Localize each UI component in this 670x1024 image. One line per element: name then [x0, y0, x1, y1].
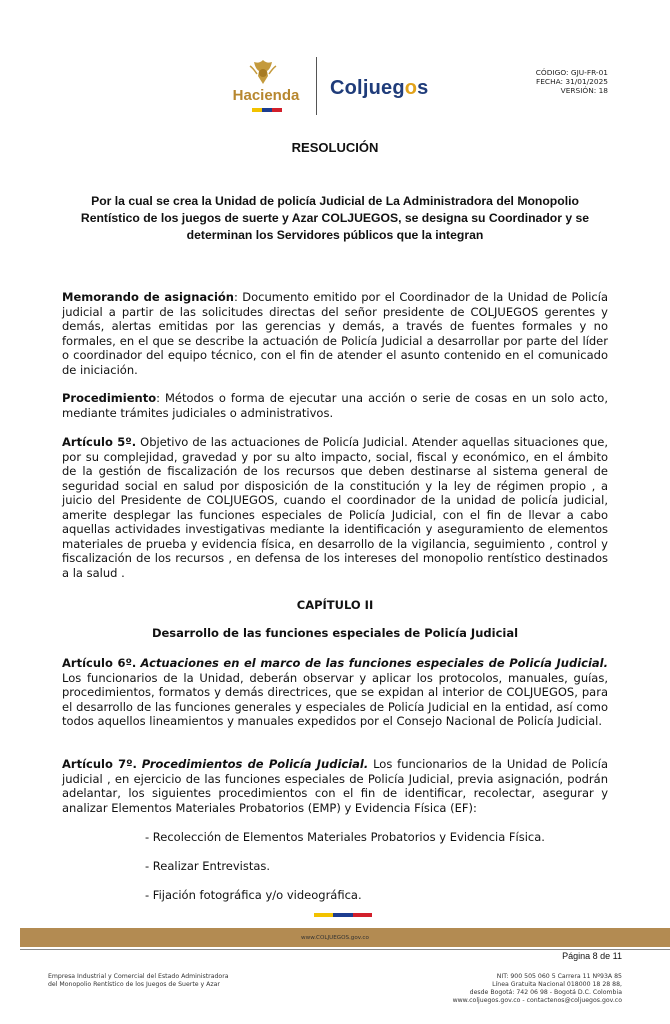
article-5-label: Artículo 5º. [62, 435, 137, 449]
document-control-info [480, 68, 608, 95]
footer-contact-info: NIT: 900 505 060 5 Carrera 11 Nº93A 85 Línea Gratuita Nacional 018000 18 28 88, desde Bogotá: 742 06 98 - Bogotá D.C. Colombia www.coljuegos.gov.co - contactenos@coljuegos.gov.co [400, 973, 622, 1005]
chapter-heading: CAPÍTULO II [296, 598, 374, 612]
footer-flag-strip [314, 913, 372, 917]
article-6-title: Actuaciones en el marco de las funciones especiales de Policía Judicial. [140, 656, 608, 670]
definition-procedimiento: Procedimiento: Métodos o forma de ejecutar una acción o serie de cosas en un solo acto, mediante trámites judiciales o administrativos. [62, 391, 608, 420]
chapter-title: Desarrollo de las funciones especiales de Policía Judicial [151, 626, 519, 640]
logo-divider [316, 57, 317, 115]
document-code: CÓDIGO: GJU-FR-01 [535, 68, 608, 77]
definition-memorando: Memorando de asignación: Documento emitido por el Coordinador de la Unidad de Policía judicial a partir de las solicitudes directas del señor presidente de COLJUEGOS gerentes y demás, alertas emitidas por las gerencias y demás, a través de fuentes formales y no formales, en el que se describe la actuación de Policía Judicial a desarrollar por parte del líder o coordinador del equipo técnico, con el fin de atender el asunto contenido en el comunicado de iniciación. [62, 290, 608, 377]
page-number: Página 8 de 11 [562, 951, 622, 961]
document-subtitle: Por la cual se crea la Unidad de policía Judicial de La Administradora del Monopolio Rentístico de los juegos de suerte y Azar COLJUEGOS, se designa su Coordinador y se determinan los Servidores públicos que la integran [80, 194, 590, 242]
document-date: FECHA: 31/01/2025 [535, 77, 608, 86]
footer-divider [20, 949, 670, 950]
term-procedimiento: Procedimiento [62, 391, 157, 405]
article-5: Artículo 5º. Objetivo de las actuaciones de Policía Judicial. Atender aquellas situaciones que, por su complejidad, gravedad y por su alto impacto, social, fiscal y económico, en el ámbito de la gestión de fiscalización de los recursos que deben destinarse al sistema general de seguridad social en salud por disposición de la constitución y la ley de régimen propio , a juicio del Presidente de COLJUEGOS, cuando el coordinador de la unidad de policía judicial, amerite desplegar las funciones especiales de Policía Judicial, con el fin de llevar a cabo aquellas actividades investigativas mediante la identificación y aseguramiento de elementos materiales de prueba y evidencia física, en desarrollo de la vigilancia, seguimiento , control y fiscalización de los recursos , en defensa de los intereses del monopolio rentístico destinados a la salud . [62, 435, 608, 580]
colombia-flag-strip [252, 108, 282, 112]
article-6: Artículo 6º. Actuaciones en el marco de las funciones especiales de Policía Judicial. Los funcionarios de la Unidad, deberán observar y aplicar los protocolos, manuales, guías, procedimientos, formatos y demás directrices, que se expidan al interior de COLJUEGOS, para el desarrollo de las funciones generales y especiales de Policía Judicial en la entidad, así como todos aquellos lineamientos y manuales expedidos por el Consejo Nacional de Policía Judicial. [62, 656, 608, 728]
list-item: - Fijación fotográfica y/o videográfica. [145, 888, 362, 902]
hacienda-crest-icon [246, 58, 280, 88]
term-memorando: Memorando de asignación [62, 290, 234, 304]
document-title: RESOLUCIÓN [291, 140, 379, 155]
footer-entity-info: Empresa Industrial y Comercial del Estado Administradora del Monopolio Rentístico de los Juegos de Suerte y Azar [48, 973, 229, 988]
article-6-label: Artículo 6º. [62, 656, 137, 670]
list-item: - Recolección de Elementos Materiales Probatorios y Evidencia Física. [145, 830, 545, 844]
coljuegos-logo: Coljuegos [330, 77, 429, 99]
article-7: Artículo 7º. Procedimientos de Policía Judicial. Los funcionarios de la Unidad de Policía judicial , en ejercicio de las funciones especiales de Policía Judicial, previa asignación, podrán adelantar, los siguientes procedimientos con el fin de identificar, recolectar, asegurar y analizar Elementos Materiales Probatorios (EMP) y Evidencia Física (EF): [62, 757, 608, 815]
hacienda-logo: Hacienda [232, 87, 300, 104]
list-item: - Realizar Entrevistas. [145, 859, 271, 873]
footer-contact-link[interactable]: www.coljuegos.gov.co - contactenos@coljuegos.gov.co [452, 997, 622, 1004]
footer-website[interactable]: www.COLJUEGOS.gov.co [301, 935, 369, 941]
article-7-label: Artículo 7º. [62, 757, 137, 771]
article-7-title: Procedimientos de Policía Judicial. [141, 757, 369, 771]
document-version: VERSIÓN: 18 [560, 86, 608, 95]
